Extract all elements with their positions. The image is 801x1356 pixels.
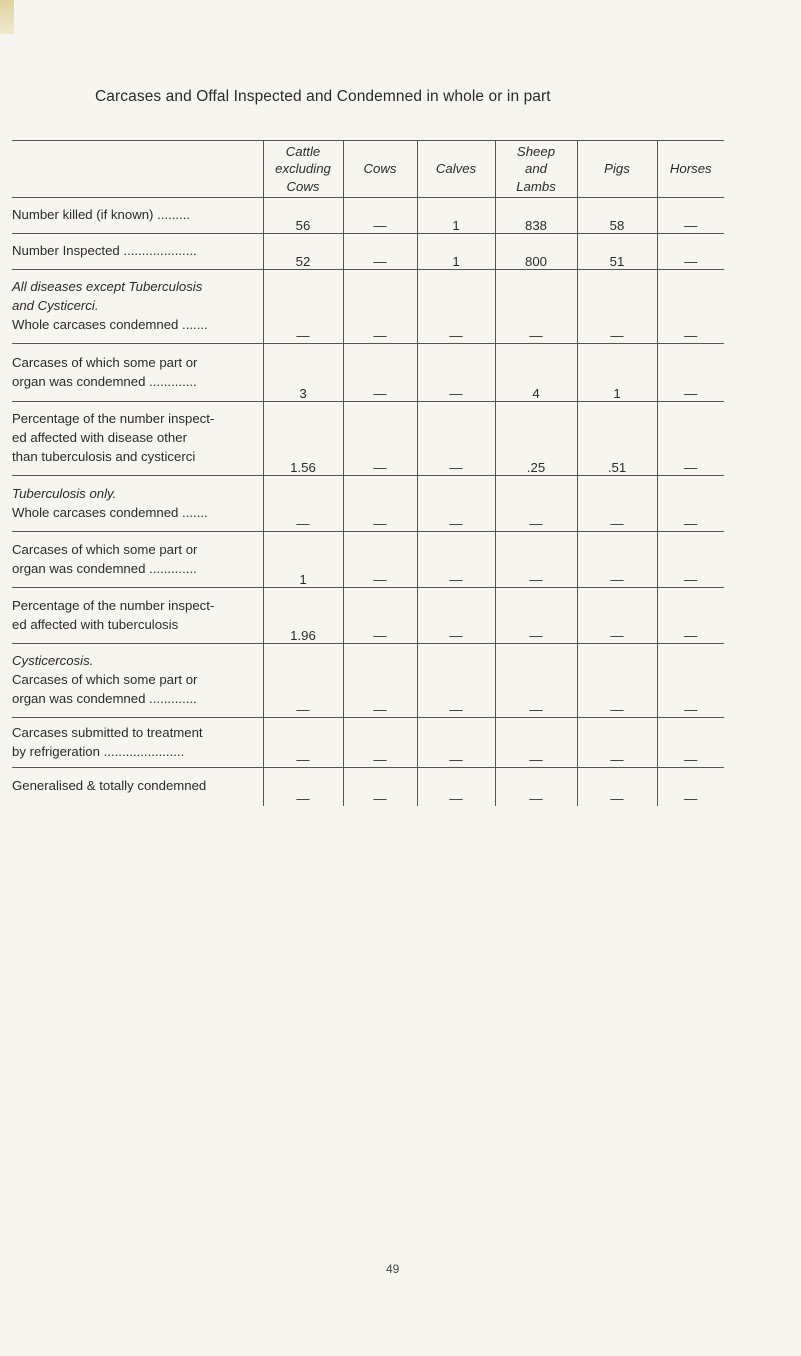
table-header-row bbox=[12, 141, 724, 198]
row-label-line: Percentage of the number inspect- bbox=[12, 597, 215, 613]
table-row bbox=[12, 270, 724, 344]
cell-calves: — bbox=[417, 718, 495, 768]
cell-cows: — bbox=[343, 270, 417, 344]
column-header-cattle-excluding-cows bbox=[263, 141, 343, 198]
row-label-line: Carcases submitted to treatment bbox=[12, 724, 203, 740]
column-header-line: Cattle bbox=[285, 144, 321, 160]
cell-horses: — bbox=[657, 402, 724, 476]
cell-cows: — bbox=[343, 476, 417, 532]
row-label bbox=[12, 768, 263, 806]
cell-cattle-excluding-cows: — bbox=[263, 270, 343, 344]
table-body bbox=[12, 198, 724, 806]
row-label-line: Whole carcases condemned ....... bbox=[12, 504, 208, 520]
column-header-line: Cows bbox=[363, 161, 397, 177]
cell-pigs: 58 bbox=[577, 198, 657, 234]
row-label bbox=[12, 644, 263, 718]
column-header-line: Calves bbox=[435, 161, 477, 177]
row-label bbox=[12, 270, 263, 344]
cell-sheep-and-lambs: 800 bbox=[495, 234, 577, 270]
cell-sheep-and-lambs: — bbox=[495, 532, 577, 588]
cell-pigs: — bbox=[577, 532, 657, 588]
cell-pigs: — bbox=[577, 270, 657, 344]
cell-cows: — bbox=[343, 402, 417, 476]
cell-sheep-and-lambs: .25 bbox=[495, 402, 577, 476]
page-title: Carcases and Offal Inspected and Condemned in whole or in part bbox=[95, 88, 551, 105]
row-label-line: Carcases of which some part or bbox=[12, 672, 198, 688]
cell-sheep-and-lambs: — bbox=[495, 644, 577, 718]
row-label bbox=[12, 588, 263, 644]
cell-calves: — bbox=[417, 588, 495, 644]
column-header-calves bbox=[417, 141, 495, 198]
cell-horses: — bbox=[657, 270, 724, 344]
row-label-line: by refrigeration ...................... bbox=[12, 743, 185, 759]
row-label-line: organ was condemned ............. bbox=[12, 690, 197, 706]
cell-horses: — bbox=[657, 588, 724, 644]
column-header-line: and bbox=[524, 161, 547, 177]
cell-horses: — bbox=[657, 644, 724, 718]
table-row bbox=[12, 402, 724, 476]
cell-cows: — bbox=[343, 532, 417, 588]
cell-cows: — bbox=[343, 718, 417, 768]
cell-calves: — bbox=[417, 402, 495, 476]
row-label-line: Carcases of which some part or bbox=[12, 541, 198, 557]
cell-cattle-excluding-cows: 1 bbox=[263, 532, 343, 588]
inspection-table bbox=[12, 140, 724, 806]
row-label-line: Cysticercosis. bbox=[12, 653, 94, 669]
row-label-line: and Cysticerci. bbox=[12, 298, 99, 314]
cell-cattle-excluding-cows: — bbox=[263, 768, 343, 806]
cell-pigs: .51 bbox=[577, 402, 657, 476]
cell-horses: — bbox=[657, 532, 724, 588]
table-row bbox=[12, 588, 724, 644]
row-label bbox=[12, 476, 263, 532]
cell-sheep-and-lambs: 838 bbox=[495, 198, 577, 234]
cell-cows: — bbox=[343, 644, 417, 718]
cell-cattle-excluding-cows: — bbox=[263, 718, 343, 768]
cell-horses: — bbox=[657, 344, 724, 402]
row-label-line: Carcases of which some part or bbox=[12, 354, 198, 370]
cell-cows: — bbox=[343, 768, 417, 806]
cell-pigs: — bbox=[577, 768, 657, 806]
cell-horses: — bbox=[657, 718, 724, 768]
cell-cattle-excluding-cows: 3 bbox=[263, 344, 343, 402]
column-header-line: excluding bbox=[275, 161, 331, 177]
cell-pigs: — bbox=[577, 644, 657, 718]
cell-cows: — bbox=[343, 198, 417, 234]
row-label-line: than tuberculosis and cysticerci bbox=[12, 448, 196, 464]
table-row bbox=[12, 234, 724, 270]
cell-pigs: — bbox=[577, 476, 657, 532]
row-label-line: organ was condemned ............. bbox=[12, 560, 197, 576]
table-row bbox=[12, 768, 724, 806]
row-label bbox=[12, 198, 263, 234]
table-row bbox=[12, 476, 724, 532]
table-row bbox=[12, 344, 724, 402]
cell-calves: 1 bbox=[417, 198, 495, 234]
row-label bbox=[12, 234, 263, 270]
cell-calves: 1 bbox=[417, 234, 495, 270]
cell-cattle-excluding-cows: 1.96 bbox=[263, 588, 343, 644]
column-header-horses bbox=[657, 141, 724, 198]
cell-pigs: 51 bbox=[577, 234, 657, 270]
column-header-sheep-and-lambs bbox=[495, 141, 577, 198]
table-row bbox=[12, 718, 724, 768]
paper-corner-mark bbox=[0, 0, 14, 34]
row-label-line: Tuberculosis only. bbox=[12, 485, 117, 501]
column-header-line: Pigs bbox=[604, 161, 630, 177]
row-label-line: Number killed (if known) ......... bbox=[12, 207, 191, 223]
column-header-line: Horses bbox=[669, 161, 712, 177]
cell-sheep-and-lambs: 4 bbox=[495, 344, 577, 402]
row-label-line: Whole carcases condemned ....... bbox=[12, 316, 208, 332]
cell-cattle-excluding-cows: 56 bbox=[263, 198, 343, 234]
column-header-line: Lambs bbox=[516, 178, 556, 194]
cell-sheep-and-lambs: — bbox=[495, 718, 577, 768]
cell-horses: — bbox=[657, 768, 724, 806]
row-label bbox=[12, 344, 263, 402]
row-label bbox=[12, 402, 263, 476]
cell-pigs: — bbox=[577, 588, 657, 644]
cell-cows: — bbox=[343, 234, 417, 270]
row-label bbox=[12, 718, 263, 768]
page-number: 49 bbox=[386, 1262, 400, 1276]
table-row bbox=[12, 198, 724, 234]
table-row bbox=[12, 644, 724, 718]
cell-horses: — bbox=[657, 234, 724, 270]
cell-calves: — bbox=[417, 532, 495, 588]
cell-pigs: — bbox=[577, 718, 657, 768]
cell-sheep-and-lambs: — bbox=[495, 270, 577, 344]
cell-pigs: 1 bbox=[577, 344, 657, 402]
cell-horses: — bbox=[657, 476, 724, 532]
cell-calves: — bbox=[417, 344, 495, 402]
cell-sheep-and-lambs: — bbox=[495, 768, 577, 806]
column-header-cows bbox=[343, 141, 417, 198]
column-header-line: Cows bbox=[286, 178, 320, 194]
cell-calves: — bbox=[417, 768, 495, 806]
row-label-line: organ was condemned ............. bbox=[12, 373, 197, 389]
cell-calves: — bbox=[417, 270, 495, 344]
cell-horses: — bbox=[657, 198, 724, 234]
row-label-line: Generalised & totally condemned bbox=[12, 778, 207, 794]
table-row bbox=[12, 532, 724, 588]
cell-sheep-and-lambs: — bbox=[495, 588, 577, 644]
cell-cattle-excluding-cows: — bbox=[263, 644, 343, 718]
header-corner bbox=[12, 141, 263, 198]
column-header-line: Sheep bbox=[516, 144, 556, 160]
row-label-line: Percentage of the number inspect- bbox=[12, 411, 215, 427]
cell-calves: — bbox=[417, 476, 495, 532]
cell-cattle-excluding-cows: 52 bbox=[263, 234, 343, 270]
row-label-line: Number Inspected .................... bbox=[12, 243, 197, 259]
cell-cows: — bbox=[343, 344, 417, 402]
row-label-line: All diseases except Tuberculosis bbox=[12, 279, 203, 295]
cell-cattle-excluding-cows: — bbox=[263, 476, 343, 532]
row-label bbox=[12, 532, 263, 588]
column-header-pigs bbox=[577, 141, 657, 198]
cell-sheep-and-lambs: — bbox=[495, 476, 577, 532]
cell-calves: — bbox=[417, 644, 495, 718]
row-label-line: ed affected with tuberculosis bbox=[12, 616, 179, 632]
row-label-line: ed affected with disease other bbox=[12, 430, 187, 446]
cell-cattle-excluding-cows: 1.56 bbox=[263, 402, 343, 476]
cell-cows: — bbox=[343, 588, 417, 644]
